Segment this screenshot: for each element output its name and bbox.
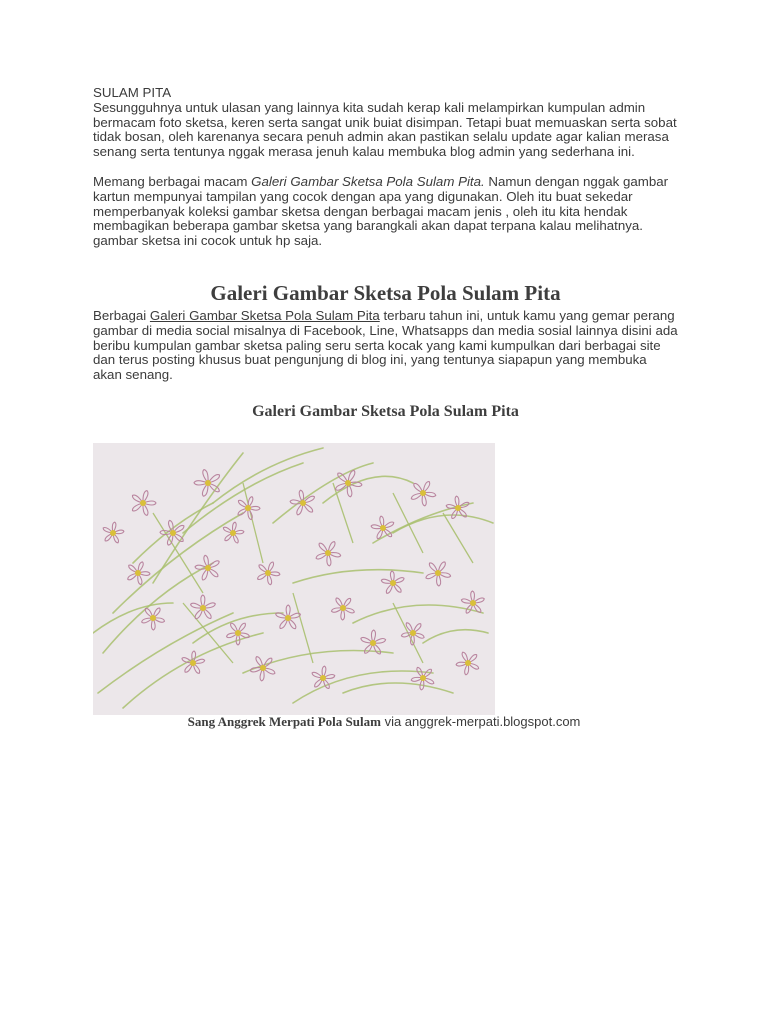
leaf-stroke [193,613,283,643]
intro-paragraph-2-end: Namun dengan nggak gambar kartun mempunyai tampilan yang cocok dengan apa yang digunakan. Oleh itu buat sekedar memperbanyak koleksi gambar sketsa dengan berbagai macam jenis , oleh itu kita hendak membagikan beberapa gambar sketsa yang barangkali akan dapat terpana kalau melihatnya. gambar sketsa ini cocok untuk hp saja. [93,173,669,249]
flower-center [265,570,271,576]
stem-stroke [333,483,353,543]
section-paragraph-start: Berbagai [93,307,150,323]
flower-center [110,530,116,536]
caption-title: Sang Anggrek Merpati Pola Sulam [187,714,381,729]
intro-paragraph-2 [93,175,678,249]
flower-center [205,565,211,571]
stem-stroke [393,493,423,553]
flower-center [230,530,236,536]
intro-paragraph-2-italic: Galeri Gambar Sketsa Pola Sulam Pita. [251,173,485,189]
leaf-stroke [353,605,483,623]
flower-center [470,600,476,606]
section-paragraph-end: terbaru tahun ini, untuk kamu yang gemar perang gambar di media social misalnya di Facebook, Line, Whatsapps dan media sosial lainnya disini ada beribu kumpulan gambar sketsa paling seru serta kocak yang kami kumpulkan dari berbagai site dan terus posting khusus buat pengunjung di blog ini, yang tentunya siapapun yang membuka akan senang. [93,307,678,383]
flower-center [140,500,146,506]
flower-center [455,505,461,511]
leaf-stroke [153,453,243,583]
ribbon-embroidery-sketch [93,443,495,715]
flower-center [420,490,426,496]
flower-center [420,675,426,681]
section-paragraph [93,309,678,383]
flower-center [300,500,306,506]
section-subheading: Galeri Gambar Sketsa Pola Sulam Pita [252,402,519,420]
stem-stroke [243,483,263,563]
flower-center [150,615,156,621]
flower-center [235,630,241,636]
section-heading: Galeri Gambar Sketsa Pola Sulam Pita [210,280,561,305]
document-page [93,86,678,422]
intro-paragraph-1: Sesungguhnya untuk ulasan yang lainnya kita sudah kerap kali melampirkan kumpulan admin bermacam foto sketsa, keren serta sangat unik buiat disimpan. Tetapi buat memuaskan serta sobat tidak bosan, oleh karenanya secara penuh admin akan pastikan selalu update agar kalian merasa senang serta tentunya nggak merasa jenuh kalau membuka blog admin yang sederhana ini. [93,99,677,160]
flower-center [435,570,441,576]
leaf-stroke [213,448,323,503]
flower-center [245,505,251,511]
sketch-image [93,443,495,715]
leaf-stroke [423,630,488,643]
flower-center [170,530,176,536]
intro-paragraph-2-start: Memang berbagai macam [93,173,252,189]
flower-center [205,480,211,486]
flower-center [190,660,196,666]
flower-center [200,605,206,611]
flower-center [320,675,326,681]
leaf-stroke [183,463,303,533]
flower-center [380,525,386,531]
section-paragraph-link[interactable]: Galeri Gambar Sketsa Pola Sulam Pita [149,307,380,323]
caption-source: via anggrek-merpati.blogspot.com [380,714,581,729]
leaf-stroke [98,613,233,693]
leaf-stroke [343,683,453,693]
flower-center [285,615,291,621]
flower-center [370,640,376,646]
intro-label: SULAM PITA [93,85,172,100]
flower-center [345,480,351,486]
flower-center [340,605,346,611]
flower-center [410,630,416,636]
flower-center [260,665,266,671]
leaf-stroke [273,463,373,523]
flower-center [135,570,141,576]
leaf-stroke [293,570,423,583]
leaf-stroke [123,633,263,708]
figure-caption [0,714,768,730]
flower-center [325,550,331,556]
flower-center [465,660,471,666]
flower-center [390,580,396,586]
stem-stroke [443,513,473,563]
